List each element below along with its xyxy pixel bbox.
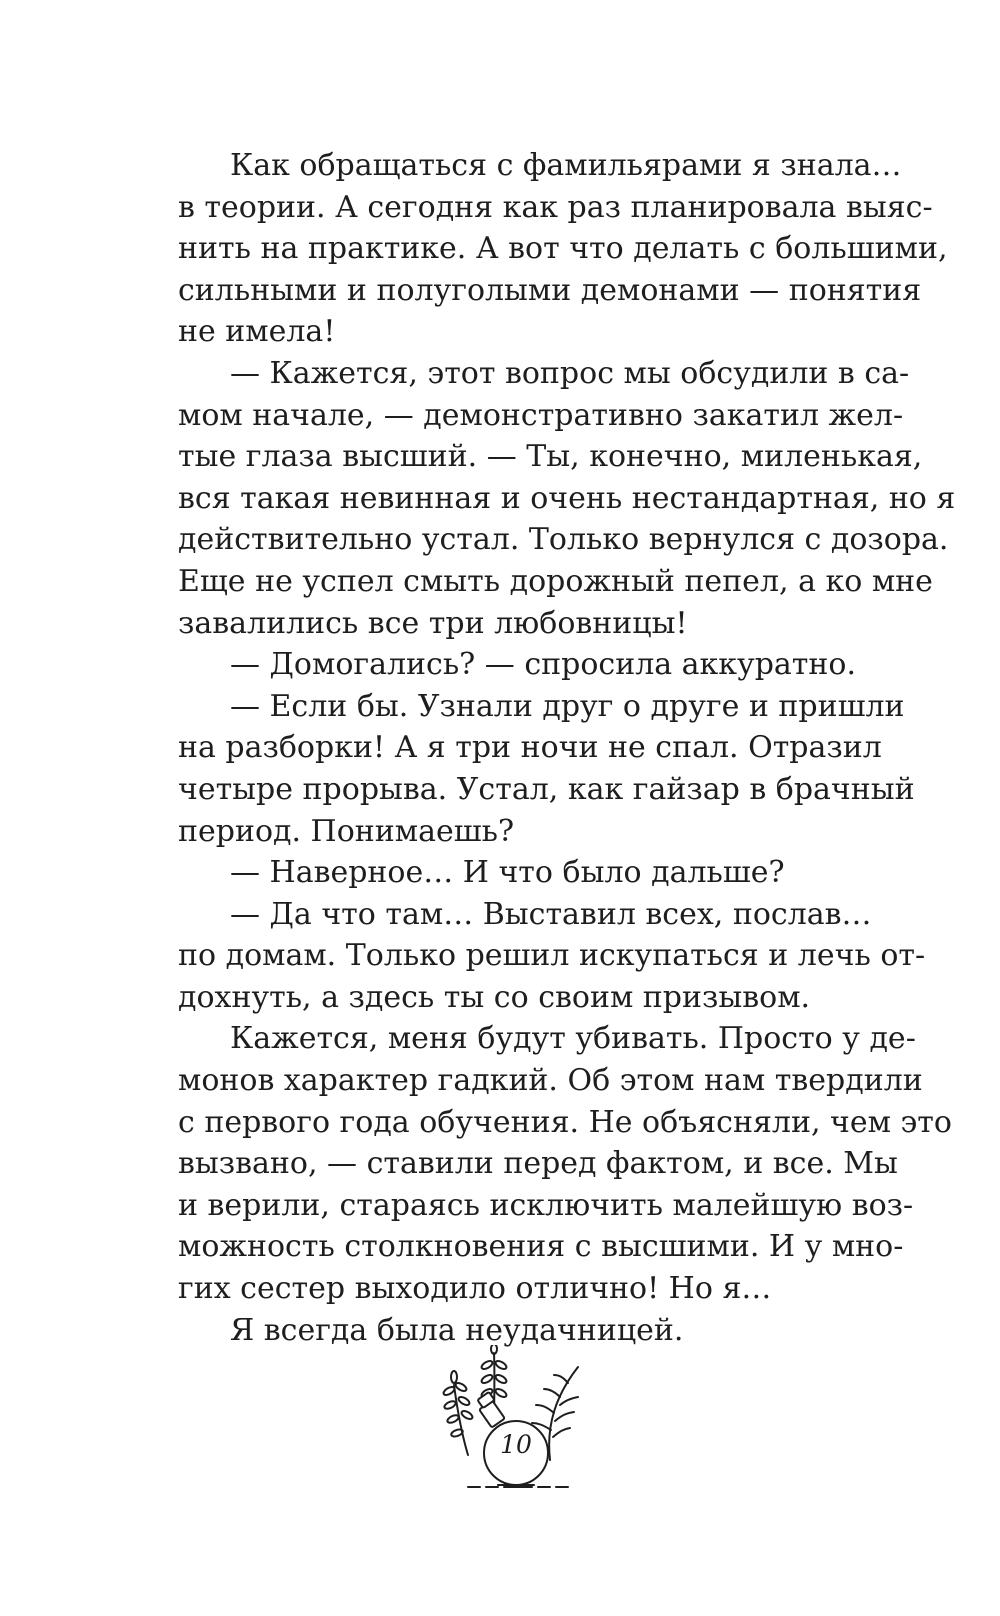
text-line: действительно устал. Только вернулся с дозора. [178, 522, 949, 558]
text-line: — Кажется, этот вопрос мы обсудили в са- [230, 355, 910, 391]
text-line: — Если бы. Узнали друг о друге и пришли [230, 688, 905, 724]
text-line: — Да что там… Выставил всех, послав… [230, 896, 872, 932]
text-line: — Наверное… И что было дальше? [230, 855, 785, 891]
text-line: Я всегда была неудачницей. [230, 1312, 684, 1348]
text-line: вся такая невинная и очень нестандартная, но я [178, 480, 956, 516]
text-line: завалились все три любовницы! [178, 605, 688, 641]
text-line: на разборки! А я три ночи не спал. Отразил [178, 730, 882, 766]
text-line: и верили, стараясь исключить малейшую воз- [178, 1187, 914, 1223]
text-line: Кажется, меня будут убивать. Просто у де- [230, 1021, 916, 1057]
left-sprig [442, 1371, 473, 1455]
text-line: Еще не успел смыть дорожный пепел, а ко мне [178, 563, 933, 599]
page-number: 10 [500, 1430, 532, 1459]
text-line: гих сестер выходило отлично! Но я… [178, 1271, 772, 1307]
text-line: четыре прорыва. Устал, как гайзар в брачный [178, 771, 915, 807]
text-line: Как обращаться с фамильярами я знала… [230, 148, 902, 183]
text-line: нить на практике. А вот что делать с большими, [178, 231, 948, 267]
text-line: вызвано, — ставили перед фактом, и все. Мы [178, 1146, 898, 1182]
text-line: по домам. Только решил искупаться и лечь от- [178, 938, 926, 974]
text-line: не имела! [178, 314, 336, 350]
text-line: сильными и полуголыми демонами — понятия [178, 272, 922, 308]
text-line: можность столкновения с высшими. И у мно- [178, 1229, 904, 1265]
text-line: в теории. А сегодня как раз планировала выяс- [178, 189, 933, 225]
text-line: тые глаза высший. — Ты, конечно, миленькая, [178, 439, 923, 475]
text-line: — Домогались? — спросила аккуратно. [230, 647, 856, 683]
body-text [178, 145, 956, 1351]
text-line: период. Понимаешь? [178, 813, 515, 849]
text-line: дохнуть, а здесь ты со своим призывом. [178, 979, 811, 1015]
potion-flask-with-herbs-icon [428, 1345, 598, 1495]
text-line: с первого года обучения. Не объясняли, чем это [178, 1104, 952, 1140]
text-line: мом начале, — демонстративно закатил жел- [178, 397, 904, 433]
text-line: монов характер гадкий. Об этом нам твердили [178, 1063, 923, 1099]
